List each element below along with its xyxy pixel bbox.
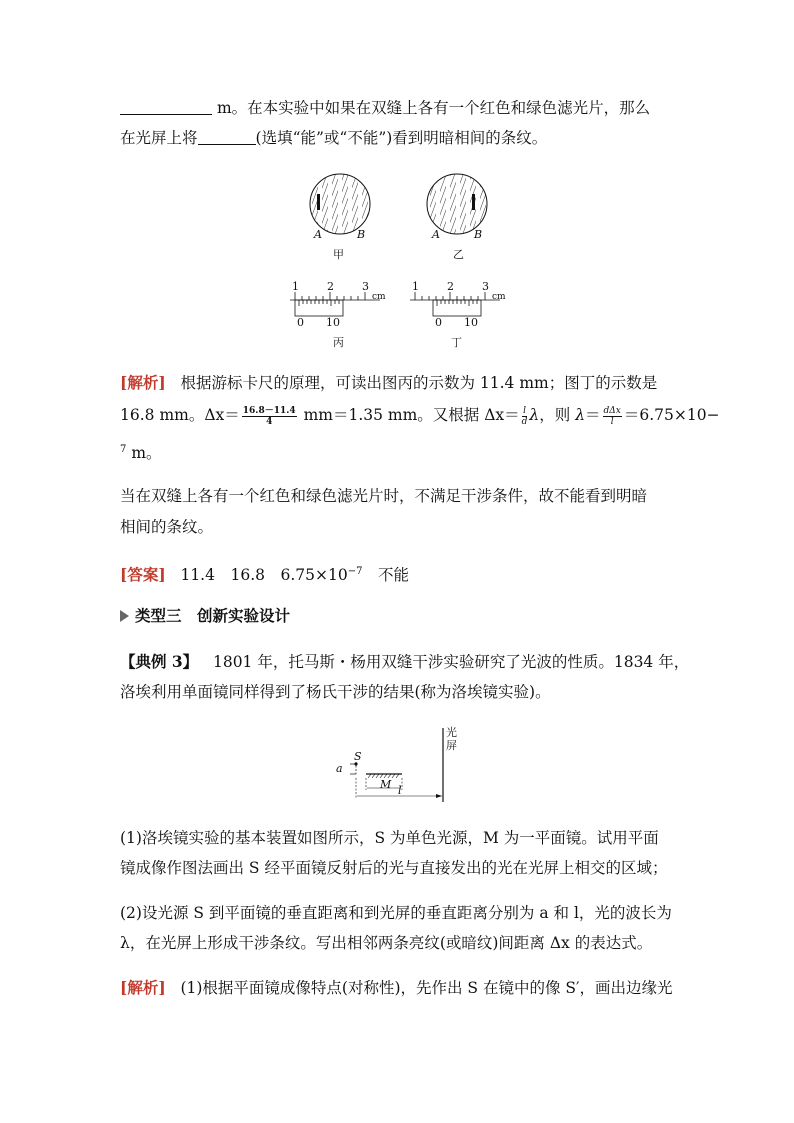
label-A-jia: A <box>314 228 322 241</box>
analysis1-line3: $^7$ m。 <box>120 444 162 462</box>
analysis1-line1: [解析] 根据游标卡尺的原理，可读出图丙的示数为 11.4 mm；图丁的示数是 <box>120 373 658 392</box>
vernier-figure: 1 2 3 cm 0 10 丙 1 2 3 cm 0 10 丁 <box>285 280 525 350</box>
q2-line1: (2)设光源 S 到平面镜的垂直距离和到光屏的垂直距离分别为 a 和 l，光的波长为 <box>120 904 672 922</box>
answer-blank-1[interactable] <box>120 100 212 115</box>
label-B-jia: B <box>357 228 366 241</box>
label-l: l <box>398 784 402 797</box>
label-ding: 丁 <box>451 336 462 349</box>
example3-line1: 【典例 3】 1801 年，托马斯・杨用双缝干涉实验研究了光波的性质。1834 年， <box>120 652 690 671</box>
caliper-ding <box>410 292 500 316</box>
play-triangle-icon <box>120 610 129 622</box>
vernier-scales-svg <box>285 280 525 330</box>
answer-line: [答案] 11.4 16.8 $6.75\times 10^{-7}$ 不能 <box>120 565 409 584</box>
answer-tag: [答案] <box>120 565 166 584</box>
analysis-tag: [解析] <box>120 373 166 392</box>
answer-blank-2[interactable] <box>198 130 256 145</box>
fraction-dx: $\frac{16.8-11.4}{4}$ <box>242 405 296 427</box>
fraction-dDx-over-l: $\frac{\text{dΔx}}{l}$ <box>603 405 621 427</box>
analysis1-para2-l2: 相间的条纹。 <box>120 518 214 536</box>
analysis-tag-2: [解析] <box>120 978 166 997</box>
label-yi: 乙 <box>453 248 464 261</box>
analysis1-line2: 16.8 mm。Δx＝ $\frac{16.8-11.4}{4}$ mm＝1.35 mm。又根据 Δx＝ $\frac{l}{d}$ λ，则 λ＝ $\frac{\text{dΔx}}{l}$ ＝6.75×10− <box>120 405 720 427</box>
label-screen-1: 光 <box>446 726 457 739</box>
analysis2-line1: [解析] (1)根据平面镜成像特点(对称性)，先作出 S 在镜中的像 S′，画出边缘光 <box>120 978 673 997</box>
label-jia: 甲 <box>333 248 344 261</box>
analysis1-para2-l1: 当在双缝上各有一个红色和绿色滤光片时，不满足干涉条件，故不能看到明暗 <box>120 487 648 505</box>
fill-line-2: 在光屏上将 (选填“能”或“不能”)看到明暗相间的条纹。 <box>120 129 548 147</box>
fringe-patterns-svg <box>290 170 520 260</box>
label-a: a <box>336 762 343 775</box>
fraction-l-over-d: $\frac{l}{d}$ <box>521 405 528 427</box>
label-screen-2: 屏 <box>446 739 457 752</box>
section-heading: 类型三 创新实验设计 <box>120 606 290 626</box>
q1-line1: (1)洛埃镜实验的基本装置如图所示，S 为单色光源，M 为一平面镜。试用平面 <box>120 829 659 847</box>
caliper-bing <box>290 292 380 316</box>
label-B-yi: B <box>474 228 483 241</box>
label-S: S <box>354 750 362 763</box>
q1-line2: 镜成像作图法画出 S 经平面镜反射后的光与直接发出的光在光屏上相交的区域； <box>120 859 668 877</box>
fill-line-1: m。在本实验中如果在双缝上各有一个红色和绿色滤光片，那么 <box>120 98 650 118</box>
fringe-figure <box>290 170 520 260</box>
label-M: M <box>380 778 392 791</box>
q2-line2: λ，在光屏上形成干涉条纹。写出相邻两条亮纹(或暗纹)间距离 Δx 的表达式。 <box>120 934 653 952</box>
label-A-yi: A <box>432 228 440 241</box>
lloyd-mirror-figure <box>330 724 470 806</box>
label-bing: 丙 <box>333 336 344 349</box>
example-tag: 【典例 3】 <box>120 652 199 671</box>
example3-line2: 洛埃利用单面镜同样得到了杨氏干涉的结果(称为洛埃镜实验)。 <box>120 683 551 701</box>
